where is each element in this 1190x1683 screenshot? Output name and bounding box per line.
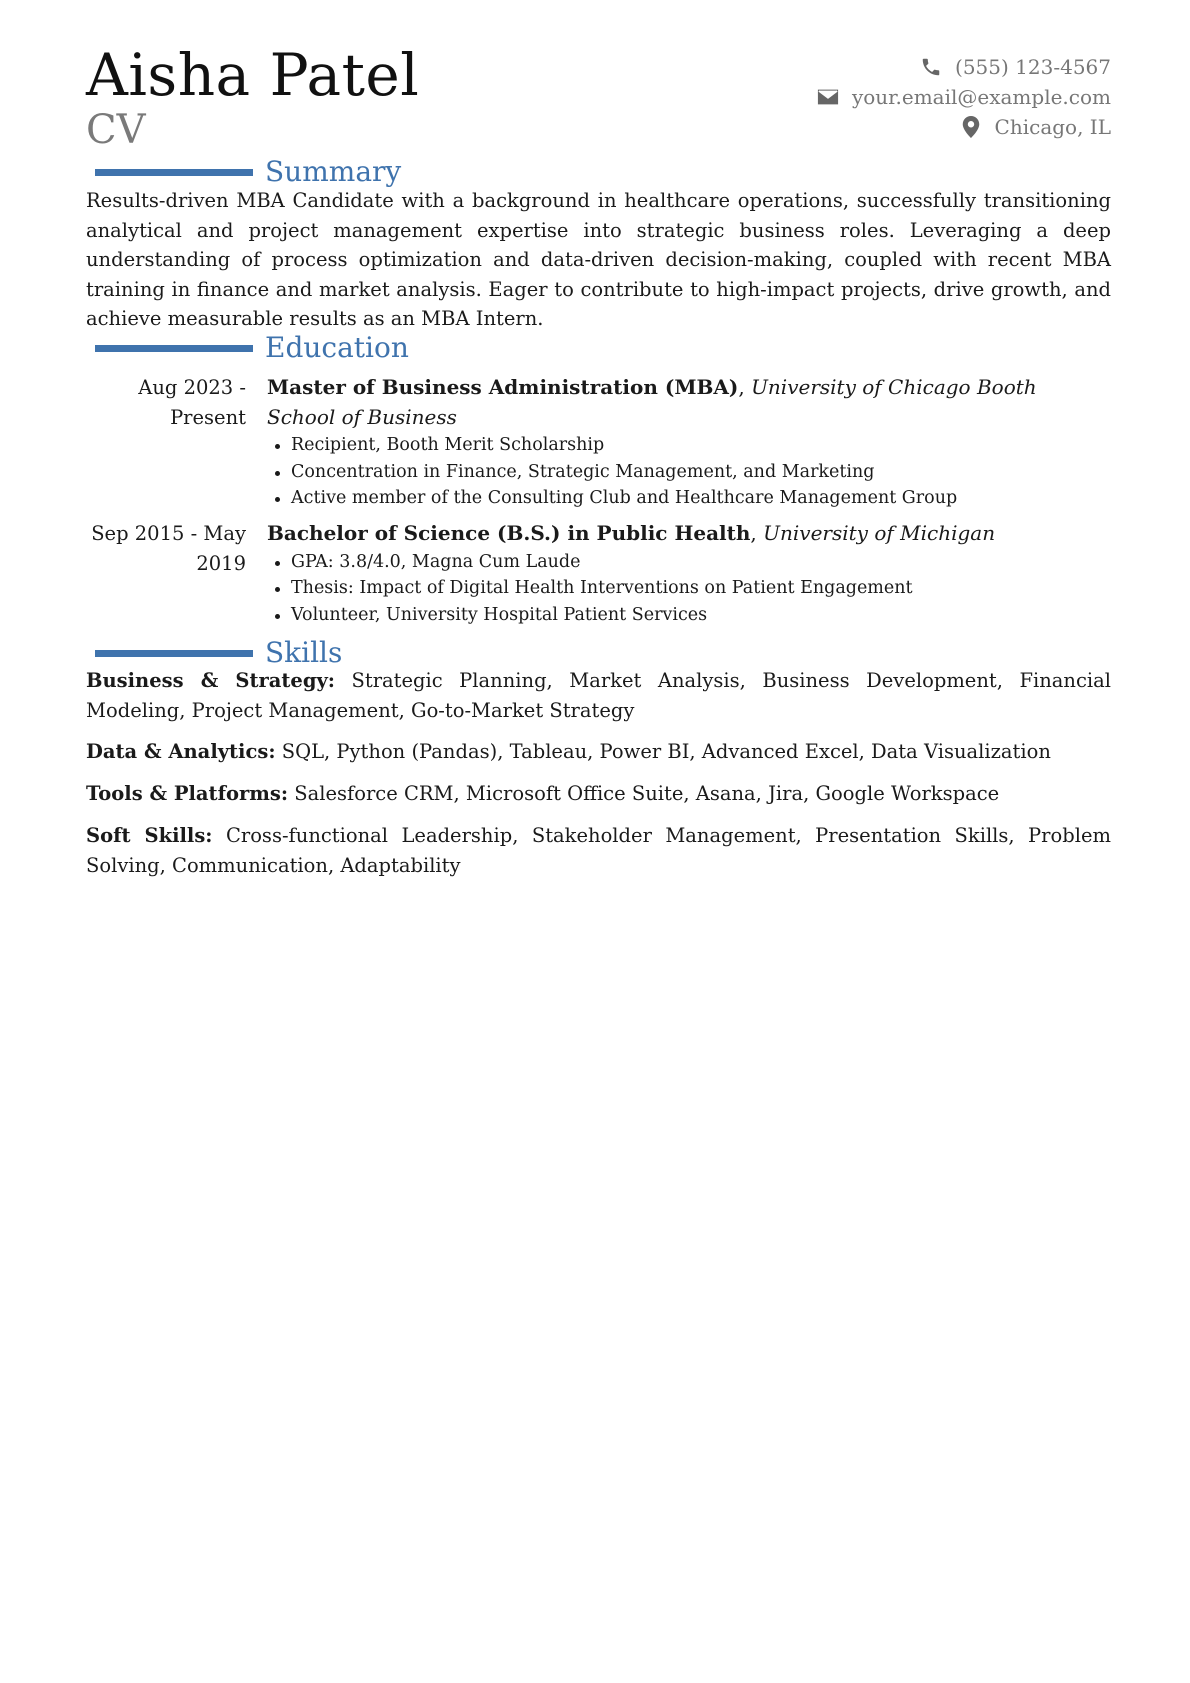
list-item: Concentration in Finance, Strategic Management, and Marketing [291, 459, 1111, 486]
list-item: Thesis: Impact of Digital Health Interventions on Patient Engagement [291, 575, 1111, 602]
map-pin-icon [959, 115, 983, 139]
section-rule [95, 169, 253, 176]
education-bullets [267, 549, 1111, 629]
skills-heading [95, 636, 342, 670]
education-heading-line: Bachelor of Science (B.S.) in Public Health, University of Michigan [267, 521, 996, 545]
skill-row [86, 666, 1111, 725]
skill-value: Strategic Planning, Market Analysis, Business Development, Financial Modeling, Project Management, Go-to-Market Strategy [86, 669, 1111, 722]
list-item: Recipient, Booth Merit Scholarship [291, 432, 1111, 459]
contact-phone [816, 52, 1111, 82]
skill-row [86, 737, 1111, 767]
envelope-icon [816, 85, 840, 109]
education-date: Aug 2023 - Present [138, 376, 246, 429]
education-bullets [267, 432, 1111, 512]
skill-label: Tools & Platforms: [86, 782, 289, 805]
email-address[interactable]: your.email@example.com [851, 85, 1111, 109]
phone-number[interactable]: (555) 123-4567 [955, 55, 1111, 79]
school-name: University of Chicago Booth School of Business [267, 375, 1037, 429]
document-subtitle: CV [86, 107, 146, 153]
contact-location [816, 112, 1111, 142]
education-details [267, 519, 1111, 628]
education-details [267, 373, 1111, 512]
education-heading [95, 331, 409, 365]
education-heading-line: Master of Business Administration (MBA), University of Chicago Booth School of Business [267, 375, 1037, 429]
skill-label: Data & Analytics: [86, 740, 276, 763]
school-name: University of Michigan [763, 521, 996, 545]
degree-name: Master of Business Administration (MBA) [267, 375, 739, 399]
section-rule [95, 345, 253, 352]
section-rule [95, 650, 253, 657]
degree-name: Bachelor of Science (B.S.) in Public Health [267, 521, 751, 545]
list-item: Active member of the Consulting Club and Healthcare Management Group [291, 485, 1111, 512]
summary-title: Summary [265, 155, 402, 188]
location-text: Chicago, IL [994, 115, 1111, 139]
skill-value: SQL, Python (Pandas), Tableau, Power BI, Advanced Excel, Data Visualization [281, 740, 1051, 763]
skill-row [86, 779, 1111, 809]
skill-label: Soft Skills: [86, 824, 213, 847]
skill-row [86, 821, 1111, 880]
education-date: Sep 2015 - May 2019 [91, 522, 246, 575]
phone-icon [919, 55, 943, 79]
candidate-name: Aisha Patel [86, 41, 420, 109]
contact-email [816, 82, 1111, 112]
list-item: Volunteer, University Hospital Patient Services [291, 602, 1111, 629]
skill-label: Business & Strategy: [86, 669, 335, 692]
list-item: GPA: 3.8/4.0, Magna Cum Laude [291, 549, 1111, 576]
education-title: Education [265, 331, 409, 364]
summary-text: Results-driven MBA Candidate with a background in healthcare operations, successfully transitioning analytical and project management expertise into strategic business roles. Leveraging a deep understanding of process optimization and data-driven decision-making, coupled with recent MBA training in finance and market analysis. Eager to contribute to high-impact projects, drive growth, and achieve measurable results as an MBA Intern. [86, 189, 1111, 330]
contact-block [816, 52, 1111, 142]
skill-value: Cross-functional Leadership, Stakeholder Management, Presentation Skills, Problem Solving, Communication, Adaptability [86, 824, 1111, 877]
skill-value: Salesforce CRM, Microsoft Office Suite, Asana, Jira, Google Workspace [294, 782, 1000, 805]
summary-heading [95, 155, 401, 189]
skills-title: Skills [265, 636, 343, 669]
